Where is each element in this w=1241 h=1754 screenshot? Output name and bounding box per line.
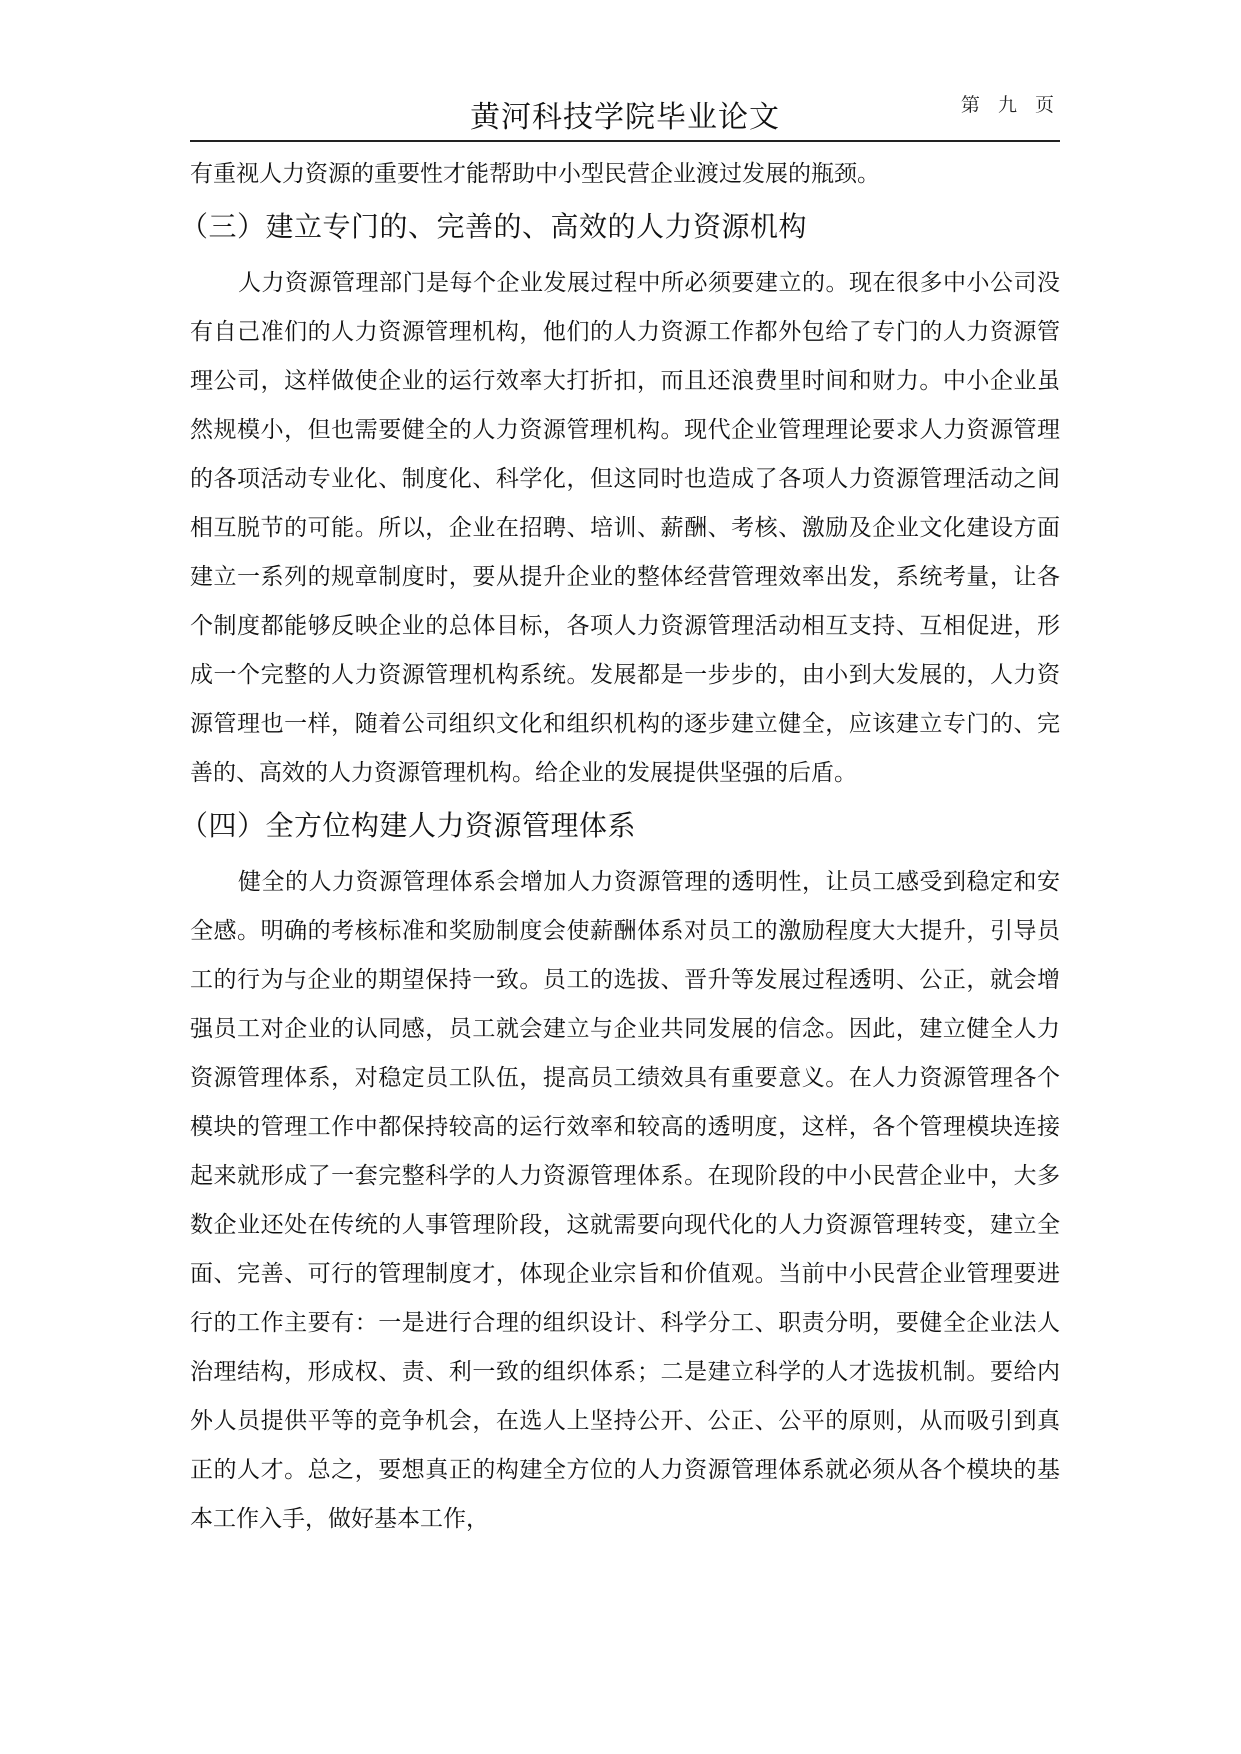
page-number: 第 九 页 — [960, 94, 1060, 116]
section-4-paragraph: 健全的人力资源管理体系会增加人力资源管理的透明性，让员工感受到稳定和安全感。明确的考核标准和奖励制度会使薪酬体系对员工的激励程度大大提升，引导员工的行为与企业的期望保持一致。员工的选拔、晋升等发展过程透明、公正，就会增强员工对企业的认同感，员工就会建立与企业共同发展的信念。因此，建立健全人力资源管理体系，对稳定员工队伍，提高员工绩效具有重要意义。在人力资源管理各个模块的管理工作中都保持较高的运行效率和较高的透明度，这样，各个管理模块连接起来就形成了一套完整科学的人力资源管理体系。在现阶段的中小民营企业中，大多数企业还处在传统的人事管理阶段，这就需要向现代化的人力资源管理转变，建立全面、完善、可行的管理制度才，体现企业宗旨和价值观。当前中小民营企业管理要进行的工作主要有：一是进行合理的组织设计、科学分工、职责分明，要健全企业法人治理结构，形成权、责、利一致的组织体系；二是建立科学的人才选拔机制。要给内外人员提供平等的竞争机会，在选人上坚持公开、公正、公平的原则，从而吸引到真正的人才。总之，要想真正的构建全方位的人力资源管理体系就必须从各个模块的基本工作入手，做好基本工作， — [190, 869, 1060, 1532]
page-header — [190, 82, 1060, 142]
section-heading-4: （四）全方位构建人力资源管理体系 — [180, 809, 637, 842]
section-3-paragraph: 人力资源管理部门是每个企业发展过程中所必须要建立的。现在很多中小公司没有自己准们的人力资源管理机构，他们的人力资源工作都外包给了专门的人力资源管理公司，这样做使企业的运行效率大打折扣，而且还浪费里时间和财力。中小企业虽然规模小，但也需要健全的人力资源管理机构。现代企业管理理论要求人力资源管理的各项活动专业化、制度化、科学化，但这同时也造成了各项人力资源管理活动之间相互脱节的可能。所以，企业在招聘、培训、薪酬、考核、激励及企业文化建设方面建立一系列的规章制度时，要从提升企业的整体经营管理效率出发，系统考量，让各个制度都能够反映企业的总体目标，各项人力资源管理活动相互支持、互相促进，形成一个完整的人力资源管理机构系统。发展都是一步步的，由小到大发展的，人力资源管理也一样，随着公司组织文化和组织机构的逐步建立健全，应该建立专门的、完善的、高效的人力资源管理机构。给企业的发展提供坚强的后盾。 — [190, 270, 1060, 786]
header-divider — [190, 140, 1060, 142]
document-title: 黄河科技学院毕业论文 — [470, 100, 780, 135]
section-heading-3: （三）建立专门的、完善的、高效的人力资源机构 — [180, 210, 808, 243]
page-body — [180, 150, 1060, 1544]
continued-paragraph: 有重视人力资源的重要性才能帮助中小型民营企业渡过发展的瓶颈。 — [190, 161, 880, 187]
